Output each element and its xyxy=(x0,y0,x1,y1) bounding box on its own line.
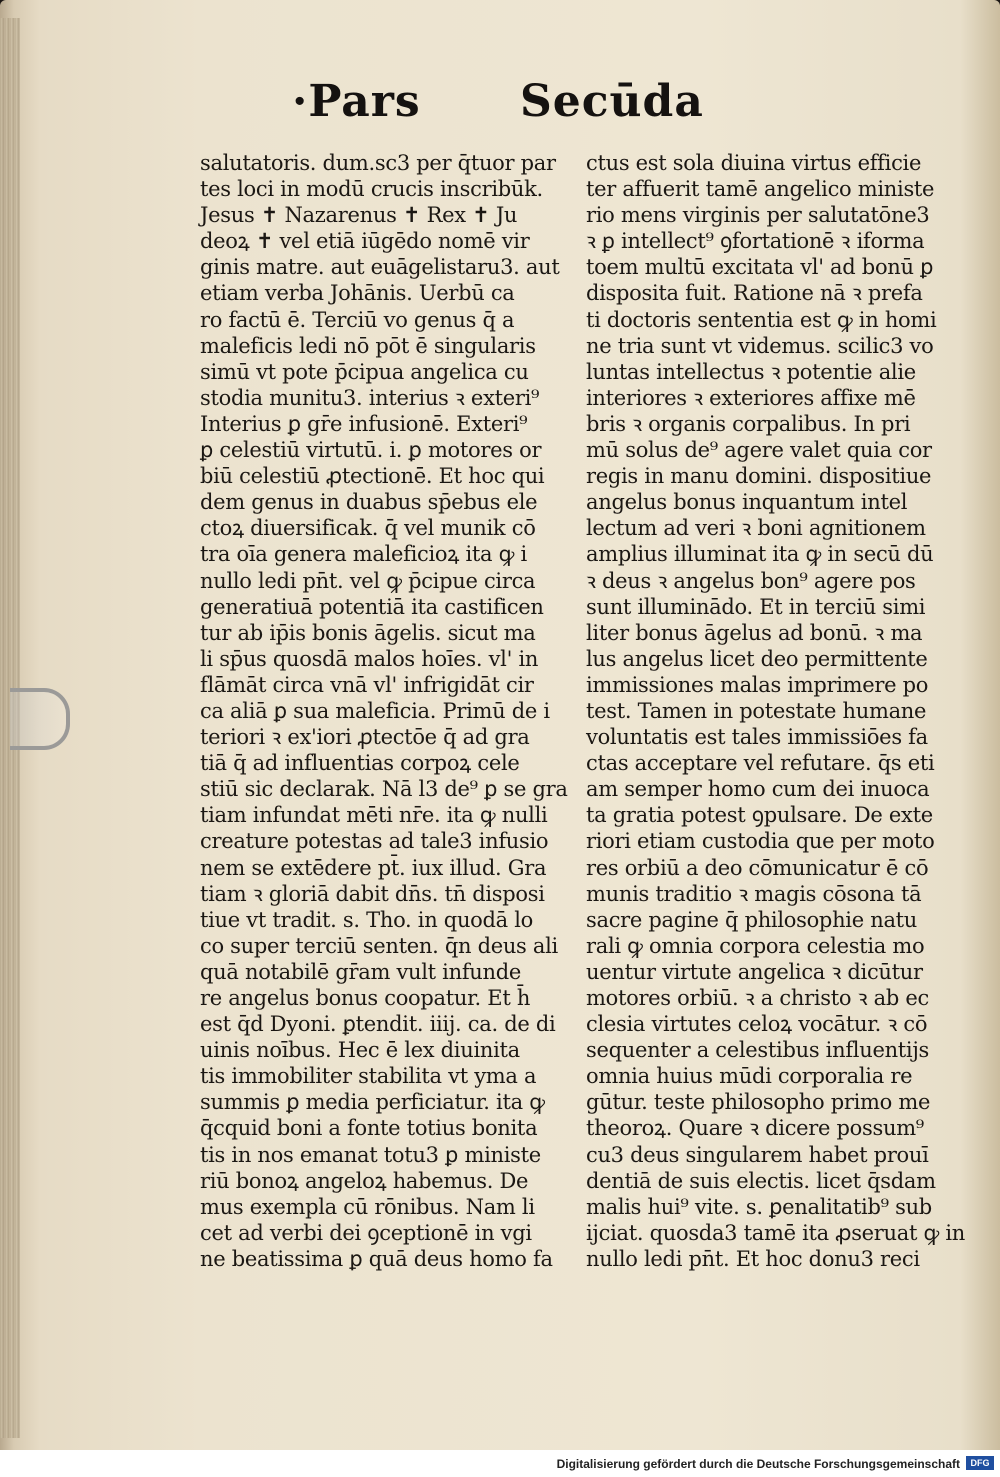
text-line: mus exempla cū rōnibus. Nam li xyxy=(200,1194,535,1219)
text-line: luntas intellectus ꝛ potentie alie xyxy=(586,359,916,384)
text-line: theoroꝝ. Quare ꝛ dicere possum⁹ xyxy=(586,1116,924,1141)
text-line: ne beatissima ꝑ quā deus homo fa xyxy=(200,1246,553,1271)
text-line: am semper homo cum dei inuoca xyxy=(586,777,930,802)
text-line: nem se extēdere pt̄. iux illud. Gra xyxy=(200,855,547,880)
text-line: mū solus de⁹ agere valet quia cor xyxy=(586,438,932,463)
text-line: simū vt pote p̄cipua angelica cu xyxy=(200,359,529,384)
text-line: omnia huius mūdi corporalia re xyxy=(586,1064,913,1089)
text-line: bris ꝛ organis corpalibus. In pri xyxy=(586,411,911,436)
text-line: uentur virtute angelica ꝛ dicūtur xyxy=(586,959,923,984)
text-line: res orbiū a deo cōmunicatur ē cō xyxy=(586,855,929,880)
text-line: cet ad verbi dei ꝯceptionē in vgi xyxy=(200,1220,532,1245)
text-line: munis traditio ꝛ magis cōsona tā xyxy=(586,881,922,906)
text-line: ctoꝝ diuersificak. q̄ vel munik cō xyxy=(200,516,536,541)
text-line: deoꝝ ✝ vel etiā iūgēdo nomē vir xyxy=(200,229,530,254)
text-line: generatiuā potentiā ita castificen xyxy=(200,594,544,619)
text-line: ne tria sunt vt videmus. scilic3 vo xyxy=(586,333,934,358)
text-line: ꝛ deus ꝛ angelus bon⁹ agere pos xyxy=(586,568,916,593)
text-line: ginis matre. aut euāgelistaru3. aut xyxy=(200,255,560,280)
text-line: ter affuerit tamē angelico ministe xyxy=(586,177,935,202)
text-line: rio mens virginis per salutatōne3 xyxy=(586,203,930,228)
text-column-left xyxy=(200,150,568,1272)
text-line: q̄cquid boni a fonte totius bonita xyxy=(200,1116,538,1141)
text-line: sacre pagine q̄ philosophie natu xyxy=(586,907,918,932)
text-line: ti doctoris sententia est ꝙ in homi xyxy=(586,307,937,332)
text-line: li sp̄us quosdā malos hoīes. vl' in xyxy=(200,646,539,671)
text-line: tiam ꝛ gloriā dabit dn̄s. tn̄ disposi xyxy=(200,881,545,906)
text-line: interiores ꝛ exteriores affixe mē xyxy=(586,385,916,410)
text-line: lus angelus licet deo permittente xyxy=(586,646,928,671)
text-line: quā notabilē gr̄am vult infunde xyxy=(200,959,522,984)
text-line: riū bonoꝝ angeloꝝ habemus. De xyxy=(200,1168,529,1193)
text-line: rali ꝙ omnia corpora celestia mo xyxy=(586,933,925,958)
text-line: stodia munitu3. interius ꝛ exteri⁹ xyxy=(200,385,540,410)
text-line: sunt illuminādo. Et in terciū simi xyxy=(586,594,926,619)
text-line: tiā q̄ ad influentias corpoꝝ cele xyxy=(200,751,520,776)
text-line: tes loci in modū crucis inscribūk. xyxy=(200,177,543,202)
text-line: creature potestas ad tale3 infusio xyxy=(200,829,549,854)
text-line: Jesus ✝ Nazarenus ✝ Rex ✝ Ju xyxy=(200,203,518,228)
text-line: voluntatis est tales immissiōes fa xyxy=(586,725,928,750)
text-line: tra oīa genera maleficioꝝ ita ꝙ i xyxy=(200,542,527,567)
text-line: summis ꝑ media perficiatur. ita ꝙ xyxy=(200,1090,545,1115)
text-line: est q̄d Dyoni. ꝑtendit. iiij. ca. de di xyxy=(200,1012,556,1037)
text-line: tis in nos emanat totu3 ꝑ ministe xyxy=(200,1142,541,1167)
text-line: biū celestiū ꝓtectionē. Et hoc qui xyxy=(200,464,545,489)
text-line: toem multū excitata vl' ad bonū ꝑ xyxy=(586,255,934,280)
text-line: ꝑ celestiū virtutū. i. ꝑ motores or xyxy=(200,438,542,463)
text-line: etiam verba Johānis. Uerbū ca xyxy=(200,281,515,306)
text-line: dentiā de suis electis. licet q̄sdam xyxy=(586,1168,936,1193)
text-line: clesia virtutes celoꝝ vocātur. ꝛ cō xyxy=(586,1012,928,1037)
text-line: teriori ꝛ ex'iori ꝓtectōe q̄ ad gra xyxy=(200,725,530,750)
text-line: angelus bonus inquantum intel xyxy=(586,490,908,515)
text-line: uinis noībus. Hec ē lex diuinita xyxy=(200,1038,520,1063)
text-line: tiam infundat mēti nr̄e. ita ꝙ nulli xyxy=(200,803,548,828)
text-line: ro factū ē. Terciū vo genus q̄ a xyxy=(200,307,515,332)
text-line: ctus est sola diuina virtus efficie xyxy=(586,151,922,175)
text-line: ca aliā ꝑ sua maleficia. Primū de i xyxy=(200,698,550,723)
text-line: tis immobiliter stabilita vt yma a xyxy=(200,1064,537,1089)
text-line: malis hui⁹ vite. s. ꝑenalitatib⁹ sub xyxy=(586,1194,932,1219)
text-line: cu3 deus singularem habet prouī xyxy=(586,1142,929,1167)
text-line: stiū sic declarak. Nā l3 de⁹ ꝑ se gra xyxy=(200,777,568,802)
text-line: salutatoris. dum.sc3 per q̄tuor par xyxy=(200,151,556,175)
digitization-footer xyxy=(0,1450,1000,1477)
text-line: ꝛ ꝑ intellect⁹ ꝯfortationē ꝛ iforma xyxy=(586,229,925,254)
running-head-right: Secūda xyxy=(520,76,704,127)
text-line: amplius illuminat ita ꝙ in secū dū xyxy=(586,542,934,567)
text-line: ta gratia potest ꝯpulsare. De exte xyxy=(586,803,933,828)
text-line: flāmāt circa vnā vl' infrigidāt cir xyxy=(200,672,534,697)
text-line: tiue vt tradit. s. Tho. in quodā lo xyxy=(200,907,534,932)
text-line: motores orbiū. ꝛ a christo ꝛ ab ec xyxy=(586,986,929,1010)
text-line: nullo ledi pn̄t. Et hoc donu3 reci xyxy=(586,1246,920,1271)
text-line: immissiones malas imprimere po xyxy=(586,672,929,697)
text-line: ijciat. quosda3 tamē ita ꝓseruat ꝙ in xyxy=(586,1220,965,1245)
dfg-logo: DFG xyxy=(966,1456,994,1470)
paper-clip xyxy=(10,688,70,750)
text-line: sequenter a celestibus influentijs xyxy=(586,1038,930,1063)
running-head-left: ·Pars xyxy=(292,76,421,127)
text-line: maleficis ledi nō pōt ē singularis xyxy=(200,333,536,358)
text-line: dem genus in duabus sp̄ebus ele xyxy=(200,490,538,515)
text-line: riori etiam custodia que per moto xyxy=(586,829,935,854)
text-line: Interius ꝑ gr̄e infusionē. Exteri⁹ xyxy=(200,411,528,436)
text-line: re angelus bonus coopatur. Et h̄ xyxy=(200,986,531,1010)
text-line: nullo ledi pn̄t. vel ꝙ p̄cipue circa xyxy=(200,568,536,593)
text-line: tur ab ip̄is bonis āgelis. sicut ma xyxy=(200,620,536,645)
funding-note: Digitalisierung gefördert durch die Deutsche Forschungsgemeinschaft xyxy=(556,1457,960,1471)
text-column-right xyxy=(586,150,965,1272)
text-line: ctas acceptare vel refutare. q̄s eti xyxy=(586,751,935,776)
text-line: gūtur. teste philosopho primo me xyxy=(586,1090,931,1115)
text-line: liter bonus āgelus ad bonū. ꝛ ma xyxy=(586,620,923,645)
text-line: test. Tamen in potestate humane xyxy=(586,698,927,723)
text-line: regis in manu domini. dispositiue xyxy=(586,464,932,489)
text-line: lectum ad veri ꝛ boni agnitionem xyxy=(586,516,926,541)
text-line: disposita fuit. Ratione nā ꝛ prefa xyxy=(586,281,923,306)
text-line: co super terciū senten. q̄n deus ali xyxy=(200,933,558,958)
